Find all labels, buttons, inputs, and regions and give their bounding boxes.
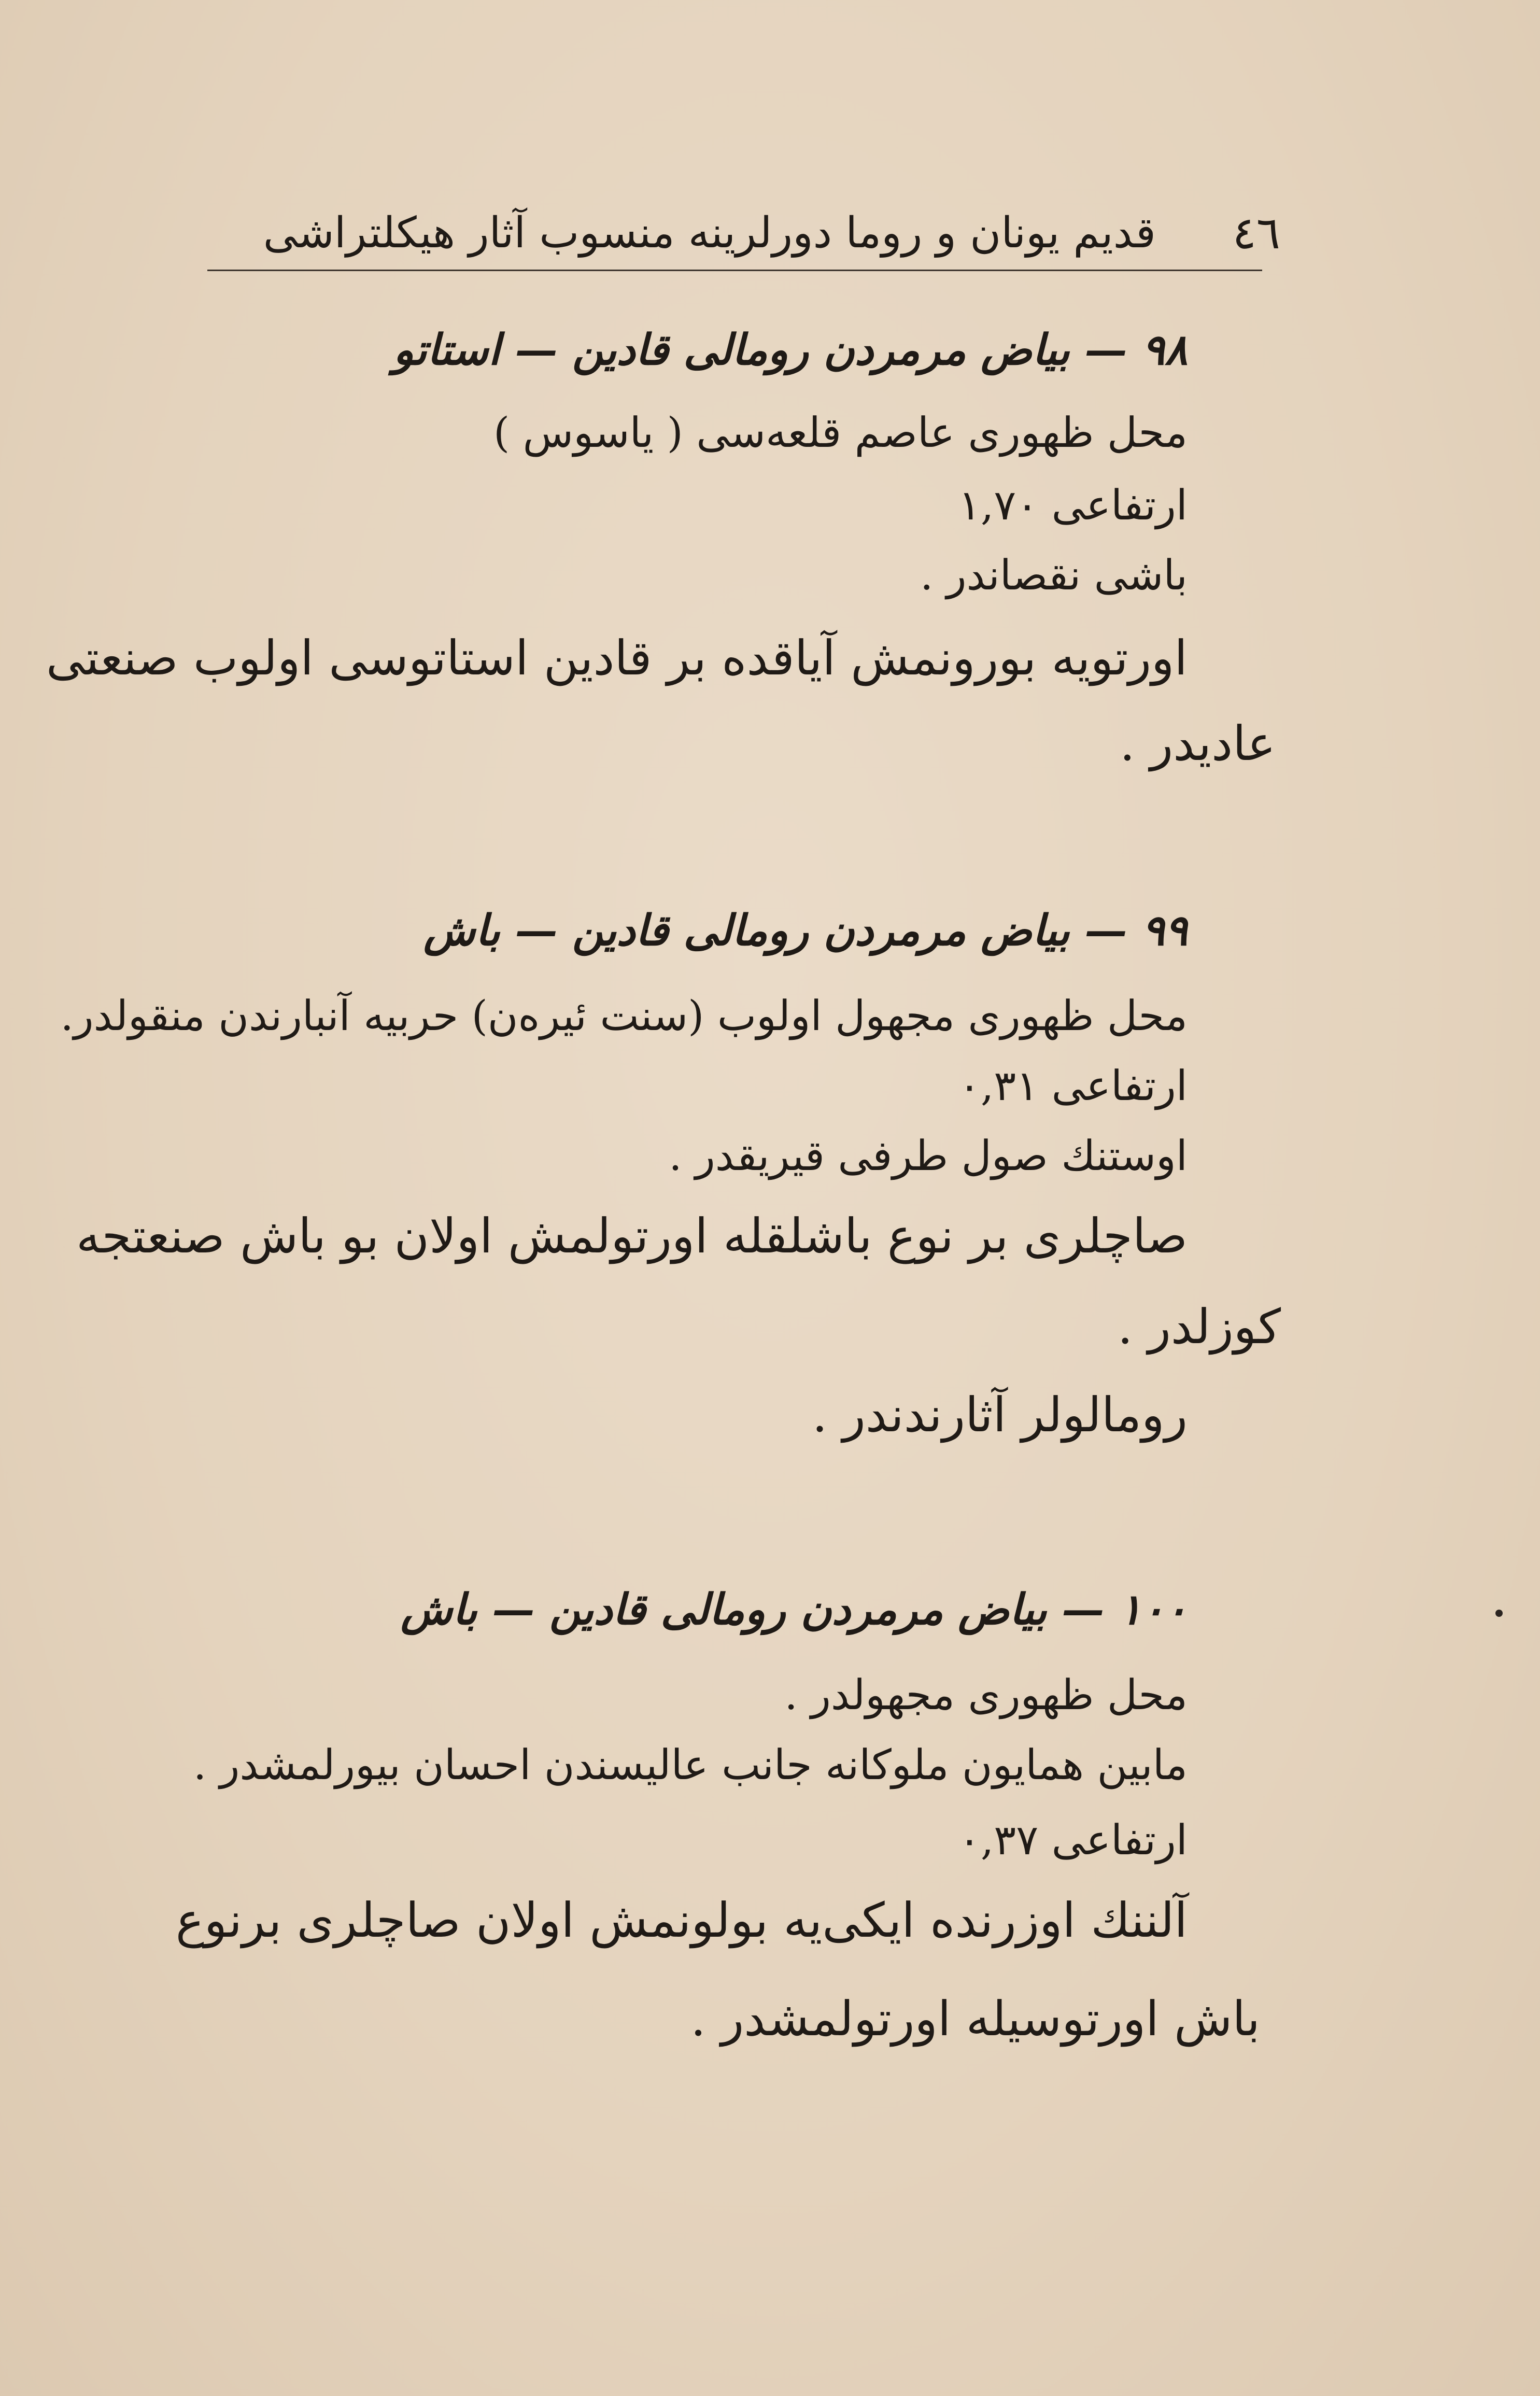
entry-99-description-cont: كوزلدر . bbox=[1118, 1299, 1281, 1355]
entry-99-height: ارتفاعى ٠,٣١ bbox=[958, 1062, 1188, 1110]
running-header bbox=[263, 202, 1280, 270]
entry-100-height: ارتفاعى ٠,٣٧ bbox=[958, 1816, 1188, 1864]
entry-99-note: رومالولر آثارندندر . bbox=[812, 1387, 1188, 1443]
ink-speck bbox=[1495, 1610, 1503, 1617]
entry-99-heading: ٩٩ — بياض مرمردن رومالى قادين — باش bbox=[423, 906, 1188, 955]
entry-100-description-cont: باش اورتوسيله اورتولمشدر . bbox=[690, 1991, 1260, 2047]
entry-100-description: آلننك اوزرنده ايكى‌يه بولونمش اولان صاچلرى برنوع bbox=[175, 1893, 1188, 1948]
entry-99-description: صاچلرى بر نوع باشلقله اورتولمش اولان بو باش صنعتجه bbox=[76, 1208, 1188, 1264]
running-title: قديم يونان و روما دورلرينه منسوب آثار هيكلتراشى bbox=[263, 208, 1156, 258]
entry-98-provenance: محل ظهورى عاصم قلعه‌سى ( ياسوس ) bbox=[493, 408, 1188, 457]
entry-100-heading: ١٠٠ — بياض مرمردن رومالى قادين — باش bbox=[400, 1585, 1188, 1634]
entry-98-description: اورتويه بورونمش آياقده بر قادين استاتوسى اولوب صنعتى bbox=[46, 630, 1188, 686]
entry-100-provenance: محل ظهورى مجهولدر . bbox=[784, 1671, 1188, 1719]
header-rule bbox=[207, 270, 1262, 271]
entry-99-provenance: محل ظهورى مجهول اولوب (سنت ئيره‌ن) حربيه آنبارندن منقولدر. bbox=[60, 992, 1188, 1040]
entry-98-heading: ٩٨ — بياض مرمردن رومالى قادين — استاتو bbox=[393, 325, 1188, 375]
entry-98-height: ارتفاعى ١,٧٠ bbox=[958, 481, 1188, 529]
entry-99-condition: اوستنك صول طرفى قيريقدر . bbox=[669, 1132, 1188, 1180]
page-number: ٤٦ bbox=[1232, 207, 1280, 259]
entry-100-gift: مابين همايون ملوكانه جانب عاليسندن احسان بيورلمشدر . bbox=[193, 1741, 1188, 1789]
entry-98-condition: باشى نقصاندر . bbox=[920, 551, 1188, 599]
entry-98-description-cont: عاديدر . bbox=[1120, 716, 1276, 771]
